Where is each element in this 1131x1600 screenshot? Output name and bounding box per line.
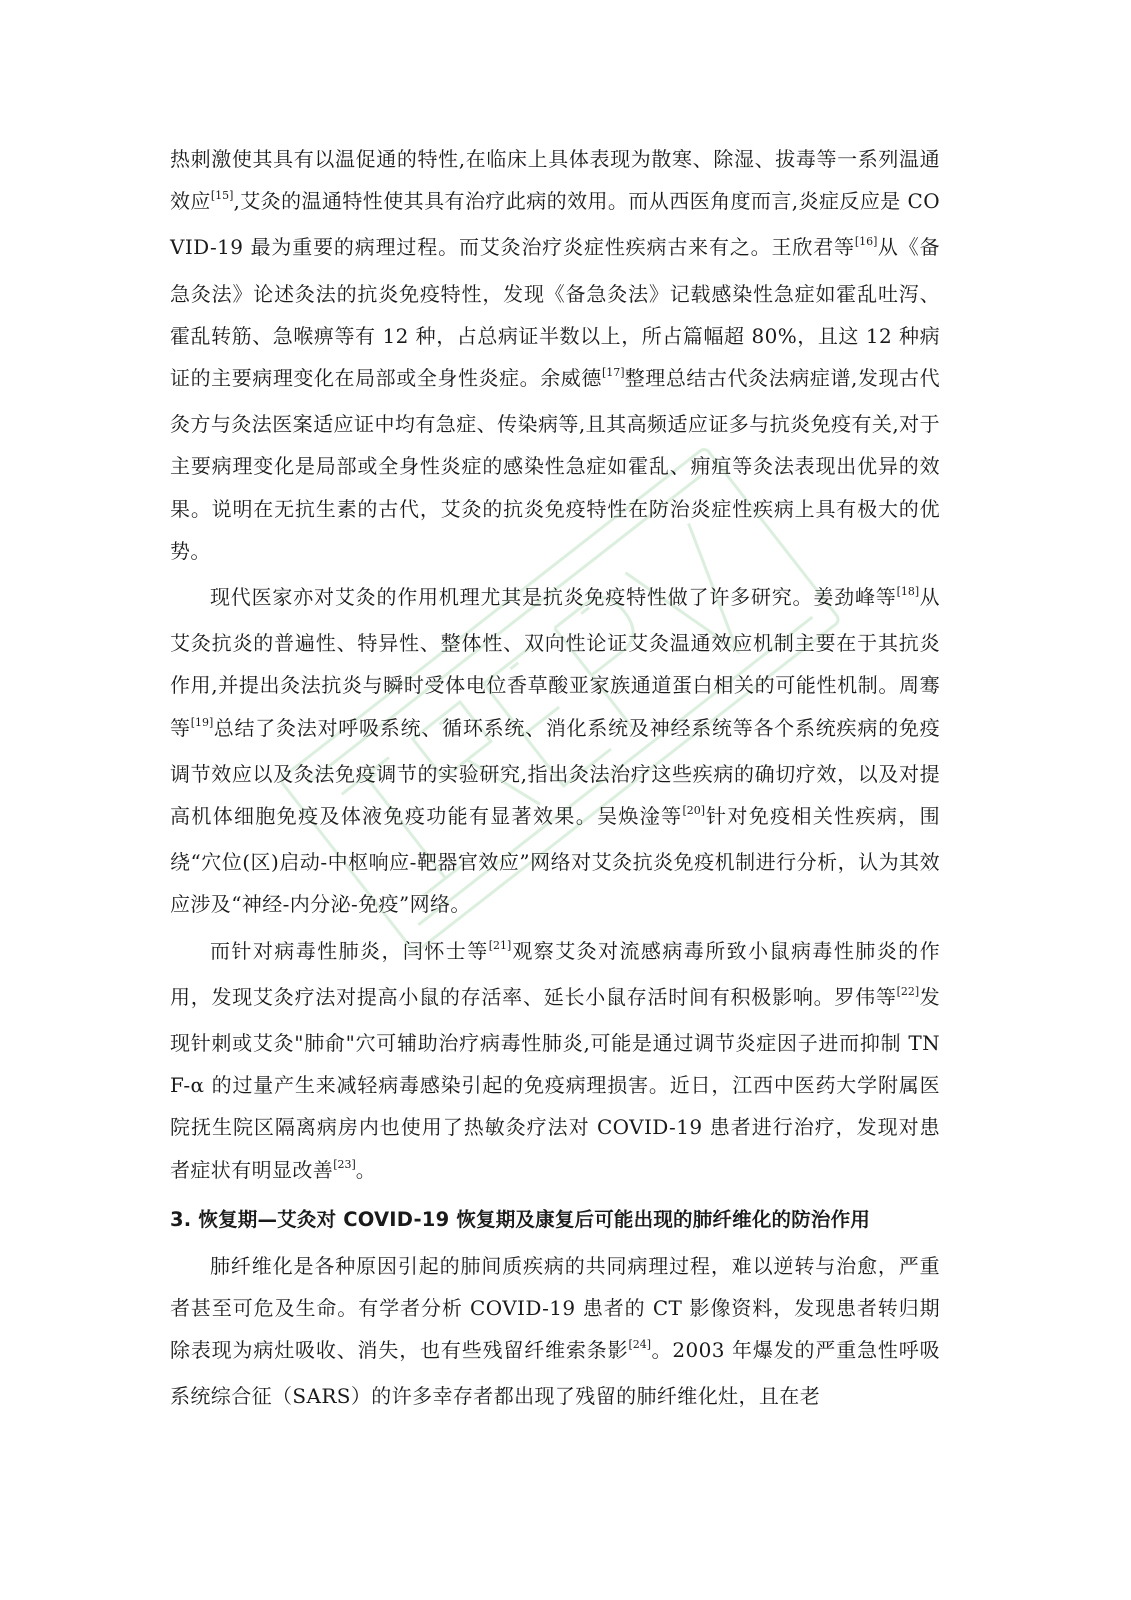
paragraph-text: 针对免疫相关性疾病，围绕“穴位(区)启动-中枢响应-靶器官效应”网络对艾灸抗炎免疫机制进行分析，认为其效应涉及“神经-内分泌-免疫”网络。 (170, 804, 940, 917)
paragraph-text: 观察艾灸对流感病毒所致小鼠病毒性肺炎的作用，发现艾灸疗法对提高小鼠的存活率、延长小鼠存活时间有积极影响。罗伟等 (170, 938, 941, 1009)
paragraph-text: 从艾灸抗炎的普遍性、特异性、整体性、双向性论证艾灸温通效应机制主要在于其抗炎作用,并提出灸法抗炎与瞬时受体电位香草酸亚家族通道蛋白相关的可能性机制。周骞等 (170, 585, 940, 740)
paragraph-text: 总结了灸法对呼吸系统、循环系统、消化系统及神经系统等各个系统疾病的免疫调节效应以及灸法免疫调节的实验研究,指出灸法治疗这些疾病的确切疗效，以及对提高机体细胞免疫及体液免疫功能有显著效果。吴焕淦等 (170, 715, 940, 829)
section-heading: 3. 恢复期—艾灸对 COVID-19 恢复期及康复后可能出现的肺纤维化的防治作用 (170, 1207, 871, 1231)
citation-ref: [21] (488, 938, 512, 952)
paragraph-text: 。2003 年爆发的严重急性呼吸系统综合征（SARS）的许多幸存者都出现了残留的肺纤维化灶，且在老 (170, 1338, 940, 1409)
citation-ref: [18] (896, 585, 920, 599)
citation-ref: [24] (628, 1338, 652, 1352)
citation-ref: [15] (210, 189, 234, 203)
body-paragraph (170, 1245, 940, 1418)
paragraph-text: 而针对病毒性肺炎，闫怀士等 (210, 938, 489, 963)
article-body (170, 138, 940, 1422)
citation-ref: [19] (190, 715, 214, 729)
paragraph-text: ,艾灸的温通特性使其具有治疗此病的效用。而从西医角度而言,炎症反应是 COVID-19 最为重要的病理过程。而艾灸治疗炎症性疾病古来有之。王欣君等 (170, 189, 940, 260)
body-paragraph (170, 138, 940, 572)
body-paragraph (170, 576, 940, 926)
paragraph-text: 肺纤维化是各种原因引起的肺间质疾病的共同病理过程，难以逆转与治愈，严重者甚至可危及生命。有学者分析 COVID-19 患者的 CT 影像资料，发现患者转归期除表现为病灶吸收、消失，也有些残留纤维索条影 (170, 1253, 940, 1363)
citation-ref: [23] (333, 1157, 356, 1171)
paragraph-text: 现代医家亦对艾灸的作用机理尤其是抗炎免疫特性做了许多研究。姜劲峰等 (210, 585, 897, 610)
body-paragraph (170, 930, 940, 1195)
paragraph-text: 。 (355, 1157, 377, 1182)
citation-ref: [16] (854, 235, 878, 249)
paragraph-text: 从《备急灸法》论述灸法的抗炎免疫特性，发现《备急灸法》记载感染性急症如霍乱吐泻、霍乱转筋、急喉痹等有 12 种，占总病证半数以上，所占篇幅超 80%，且这 12 种病证的主要病理变化在局部或全身性炎症。余威德 (170, 235, 941, 391)
citation-ref: [17] (601, 366, 625, 380)
paragraph-text: 发现针刺或艾灸"肺俞"穴可辅助治疗病毒性肺炎,可能是通过调节炎症因子进而抑制 TNF-α 的过量产生来减轻病毒感染引起的免疫病理损害。近日，江西中医药大学附属医院抚生院区隔离病房内也使用了热敏灸疗法对 COVID-19 患者进行治疗，发现对患者症状有明显改善 (170, 984, 940, 1182)
paragraph-text: 热刺激使其具有以温促通的特性,在临床上具体表现为散寒、除湿、拔毒等一系列温通效应 (170, 147, 940, 214)
citation-ref: [20] (682, 804, 706, 818)
citation-ref: [22] (896, 984, 920, 998)
paragraph-text: 整理总结古代灸法病症谱,发现古代灸方与灸法医案适应证中均有急症、传染病等,且其高频适应证多与抗炎免疫有关,对于主要病理变化是局部或全身性炎症的感染性急症如霍乱、痈疽等灸法表现出优异的效果。说明在无抗生素的古代，艾灸的抗炎免疫特性在防治炎症性疾病上具有极大的优势。 (170, 366, 941, 563)
